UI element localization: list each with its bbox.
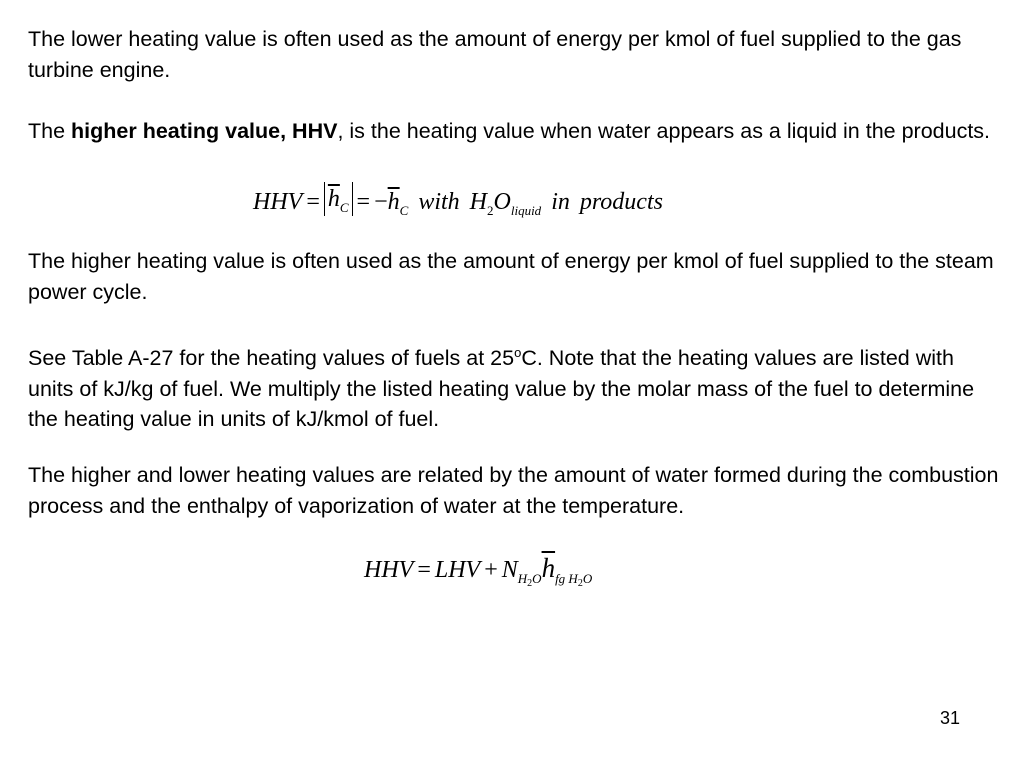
paragraph-hhv-lhv-relation: The higher and lower heating values are related by the amount of water formed during the combustion process and the enthalpy of vaporization of water at the temperature.: [28, 463, 999, 518]
paragraph-hhv-definition: [28, 116, 1003, 147]
p4-text-pre: See Table A-27 for the heating values of fuels at 25: [28, 346, 515, 371]
equation-hhv-lhv: [364, 553, 593, 589]
p2-bold-term: higher heating value, HHV: [71, 119, 338, 143]
eq2-h-sub: fg H: [555, 571, 578, 586]
eq2-h-sub-2: 2: [577, 578, 583, 589]
eq2-n: N: [501, 557, 518, 583]
eq2-plus: +: [484, 557, 498, 583]
paragraph-table-a27: [28, 338, 1003, 435]
eq2-h-bar: $\overline{h}$: [541, 553, 556, 583]
eq1-abs-value: [324, 182, 353, 216]
eq2-lhv: LHV: [434, 557, 481, 583]
eq1-h-bar-2: $\overline{h}$: [387, 189, 400, 215]
eq2-n-sub-2: 2: [527, 578, 533, 589]
paragraph-lhv-gas-turbine: The lower heating value is often used as the amount of energy per kmol of fuel supplied to the gas turbine engine.: [28, 27, 962, 82]
eq1-lhs: HHV: [253, 189, 303, 215]
page-number: 31: [940, 708, 961, 728]
eq2-n-sub-o: O: [532, 571, 542, 586]
paragraph-hhv-steam-cycle: The higher heating value is often used as the amount of energy per kmol of fuel supplied to the steam power cycle.: [28, 249, 994, 304]
eq1-in: in: [551, 189, 570, 215]
eq1-equals: =: [306, 189, 320, 215]
p2-text-pre: The: [28, 119, 72, 143]
eq1-liquid: liquid: [510, 203, 542, 218]
p2-text-post: , is the heating value when water appears as a liquid in the products.: [337, 119, 991, 143]
eq1-h-sub-2: C: [399, 203, 409, 218]
eq1-equals-2: =: [356, 189, 371, 215]
eq1-h2o-2: 2: [487, 203, 494, 218]
eq1-h2o-o: O: [493, 189, 511, 215]
p4-text-post: C. Note that the heating values are listed with units of kJ/kg of fuel. We multiply the listed heating value by the molar mass of the fuel to determine the heating value in units of kJ/kmol of fuel.: [28, 346, 975, 432]
eq1-h-sub: C: [339, 200, 349, 216]
eq2-equals: =: [417, 557, 431, 583]
eq2-lhs: HHV: [364, 557, 414, 583]
eq1-with: with: [418, 189, 460, 215]
eq1-h-bar: $\overline{h}$: [327, 186, 340, 213]
eq2-h-sub-o: O: [582, 571, 593, 586]
eq1-minus: −: [374, 189, 388, 215]
eq2-n-sub-h: H: [517, 571, 528, 586]
p4-degree-sup: o: [514, 345, 522, 360]
eq1-h2o-h: H: [469, 189, 487, 215]
eq1-products: products: [579, 189, 663, 215]
equation-hhv-definition: [253, 186, 663, 218]
